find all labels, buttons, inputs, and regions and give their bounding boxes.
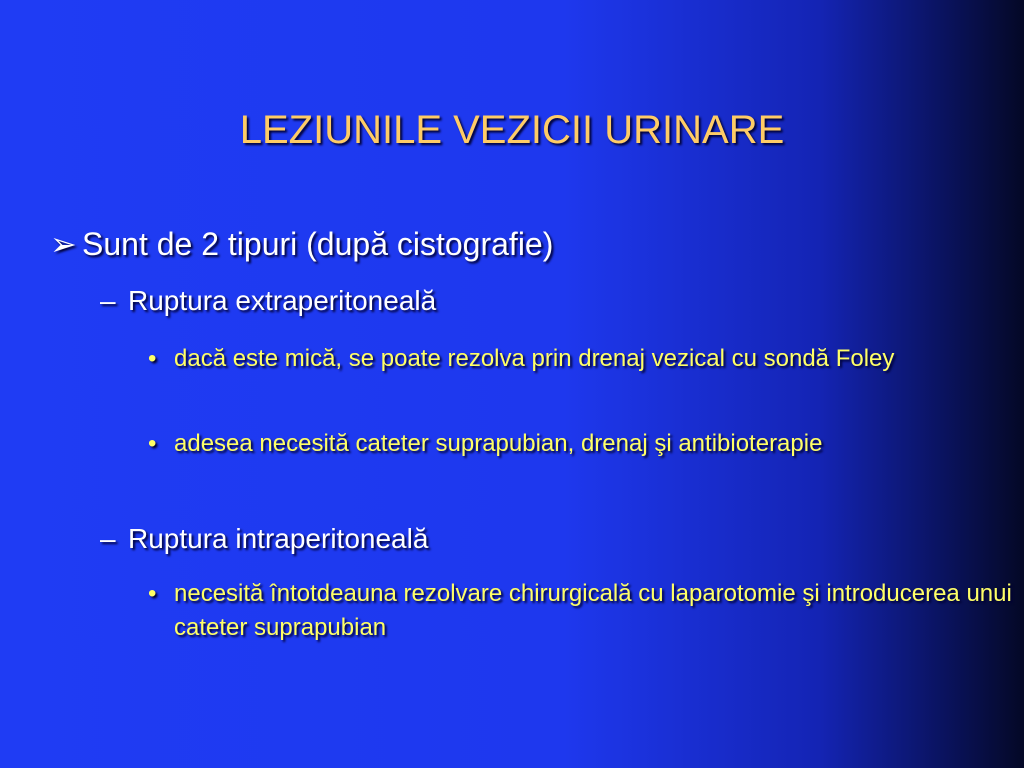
section-extraperitoneal-heading: Ruptura extraperitoneală bbox=[128, 285, 437, 316]
item-rezolvare-chirurgicala bbox=[148, 577, 1018, 645]
dash-bullet-icon: – bbox=[100, 523, 116, 554]
arrow-bullet-icon: ➢ bbox=[50, 226, 77, 262]
slide-title: LEZIUNILE VEZICII URINARE bbox=[239, 108, 785, 152]
section-intraperitoneal-heading: Ruptura intraperitoneală bbox=[128, 523, 429, 554]
bullet-types bbox=[50, 224, 553, 264]
section-intraperitoneal bbox=[100, 521, 428, 557]
item-cateter-suprapubian-text: adesea necesită cateter suprapubian, drenaj şi antibioterapie bbox=[174, 430, 823, 457]
section-extraperitoneal bbox=[100, 283, 436, 319]
item-cateter-suprapubian bbox=[148, 427, 1018, 461]
dash-bullet-icon: – bbox=[100, 285, 116, 316]
dot-bullet-icon: • bbox=[148, 345, 157, 372]
item-rezolvare-chirurgicala-text: necesită întotdeauna rezolvare chirurgicală cu laparotomie şi introducerea unui cateter suprapubian bbox=[174, 580, 1012, 641]
item-drenaj-vezical bbox=[148, 342, 1018, 376]
bullet-types-text: Sunt de 2 tipuri (după cistografie) bbox=[82, 226, 554, 262]
dot-bullet-icon: • bbox=[148, 430, 157, 457]
item-drenaj-vezical-text: dacă este mică, se poate rezolva prin drenaj vezical cu sondă Foley bbox=[174, 345, 895, 372]
dot-bullet-icon: • bbox=[148, 580, 157, 607]
